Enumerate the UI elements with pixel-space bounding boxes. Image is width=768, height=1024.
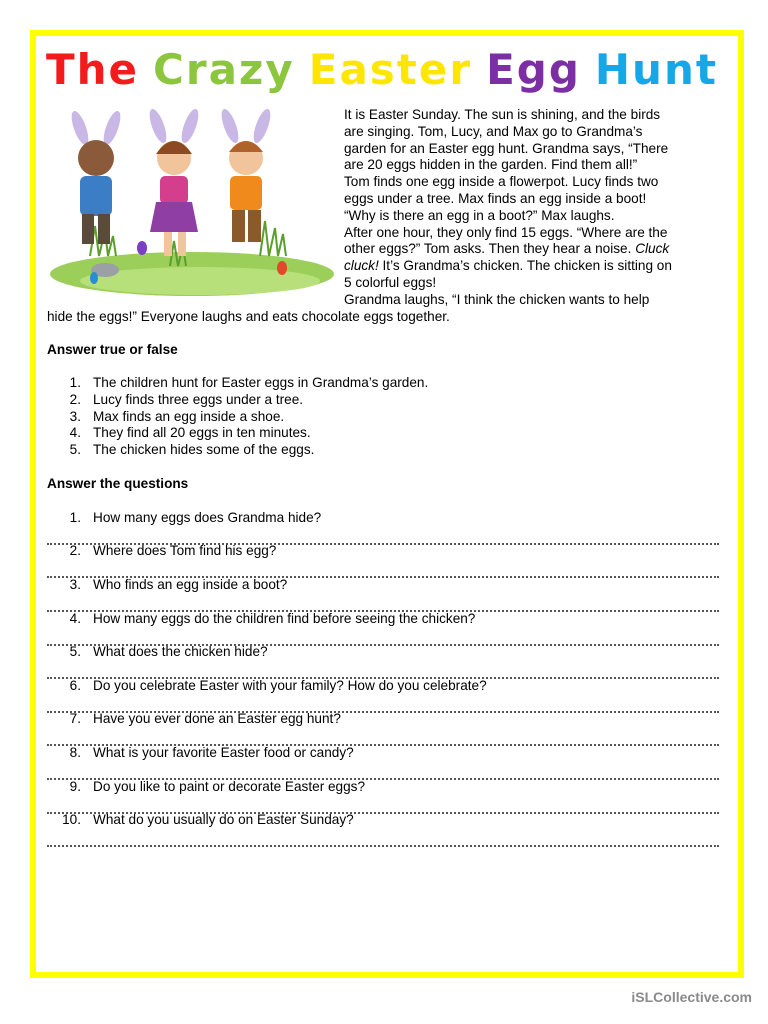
item-number: 3. — [69, 408, 81, 424]
title-word-4: Egg — [486, 45, 581, 94]
item-text: The children hunt for Easter eggs in Grandma’s garden. — [93, 375, 429, 390]
answer-line[interactable] — [47, 560, 719, 578]
item-number: 1. — [69, 375, 81, 390]
answer-line[interactable] — [47, 762, 719, 780]
question-number: 9. — [69, 779, 81, 794]
story-line: eggs under a tree. Max finds an egg inside a boot! — [344, 190, 647, 206]
answer-line[interactable] — [47, 728, 719, 746]
question-text: What do you usually do on Easter Sunday? — [93, 812, 354, 827]
story-italic: cluck! — [344, 258, 379, 274]
question-item — [47, 678, 723, 713]
list-item — [47, 375, 428, 392]
question-number: 10. — [62, 812, 81, 827]
story-line: After one hour, they only find 15 eggs. “Where are the — [344, 224, 668, 240]
question-number: 3. — [69, 577, 81, 592]
list-item — [47, 425, 428, 442]
story-line: are singing. Tom, Lucy, and Max go to Grandma’s — [344, 123, 643, 139]
story-text-segment: It’s Grandma’s chicken. The chicken is sitting on — [378, 258, 672, 274]
question-text: Do you celebrate Easter with your family? How do you celebrate? — [93, 678, 487, 693]
story-line: It is Easter Sunday. The sun is shining, and the birds — [344, 107, 661, 122]
item-text: Lucy finds three eggs under a tree. — [93, 391, 304, 407]
question-number: 1. — [69, 510, 81, 525]
questions-heading: Answer the questions — [47, 476, 189, 491]
story-line — [47, 241, 723, 258]
question-item — [47, 745, 723, 780]
title-word-5: Hunt — [594, 45, 718, 94]
question-number: 2. — [69, 543, 81, 558]
question-item — [47, 611, 723, 646]
story-line — [47, 258, 723, 275]
item-text: They find all 20 eggs in ten minutes. — [93, 425, 311, 441]
answer-line[interactable] — [47, 661, 719, 679]
list-item — [47, 409, 428, 426]
question-item — [47, 711, 723, 746]
question-text: Do you like to paint or decorate Easter eggs? — [93, 779, 366, 794]
question-text: What does the chicken hide? — [93, 644, 268, 659]
question-text: Who finds an egg inside a boot? — [93, 577, 288, 592]
item-number: 4. — [69, 425, 81, 441]
story-line: “Why is there an egg in a boot?” Max laughs. — [344, 207, 615, 223]
question-text: Where does Tom find his egg? — [93, 543, 277, 558]
true-false-heading: Answer true or false — [47, 342, 178, 357]
story-line: hide the eggs!” Everyone laughs and eats chocolate eggs together. — [47, 308, 450, 324]
question-text: How many eggs do the children find before seeing the chicken? — [93, 611, 476, 626]
story-text — [47, 107, 723, 325]
question-number: 7. — [69, 711, 81, 726]
title-word-1: The — [46, 45, 140, 94]
item-text: The chicken hides some of the eggs. — [93, 442, 315, 458]
page-title — [46, 44, 726, 96]
story-text-segment: other eggs?” Tom asks. Then they hear a noise. — [344, 241, 636, 257]
question-item — [47, 812, 723, 847]
question-number: 5. — [69, 644, 81, 659]
answer-line[interactable] — [47, 594, 719, 612]
item-number: 2. — [69, 391, 81, 407]
question-number: 6. — [69, 678, 81, 693]
list-item — [47, 442, 428, 459]
story-italic: Cluck — [635, 241, 670, 257]
story-line: are 20 eggs hidden in the garden. Find them all!” — [344, 157, 638, 173]
question-number: 4. — [69, 611, 81, 626]
question-number: 8. — [69, 745, 81, 760]
question-text: Have you ever done an Easter egg hunt? — [93, 711, 341, 726]
question-item — [47, 644, 723, 679]
list-item — [47, 392, 428, 409]
question-item — [47, 577, 723, 612]
question-item — [47, 779, 723, 814]
question-text: What is your favorite Easter food or candy? — [93, 745, 354, 760]
answer-line[interactable] — [47, 829, 719, 847]
question-item — [47, 543, 723, 578]
title-word-3: Easter — [308, 45, 473, 94]
story-line: garden for an Easter egg hunt. Grandma says, “There — [344, 140, 669, 156]
true-false-list — [47, 375, 428, 459]
item-text: Max finds an egg inside a shoe. — [93, 408, 285, 424]
item-number: 5. — [69, 442, 81, 458]
story-line: Grandma laughs, “I think the chicken wants to help — [344, 291, 650, 307]
question-text: How many eggs does Grandma hide? — [93, 510, 322, 525]
story-line: Tom finds one egg inside a flowerpot. Lucy finds two — [344, 174, 659, 190]
story-line: 5 colorful eggs! — [344, 274, 437, 290]
site-watermark: iSLCollective.com — [631, 989, 752, 1005]
title-word-2: Crazy — [153, 45, 295, 94]
question-item — [47, 510, 723, 545]
